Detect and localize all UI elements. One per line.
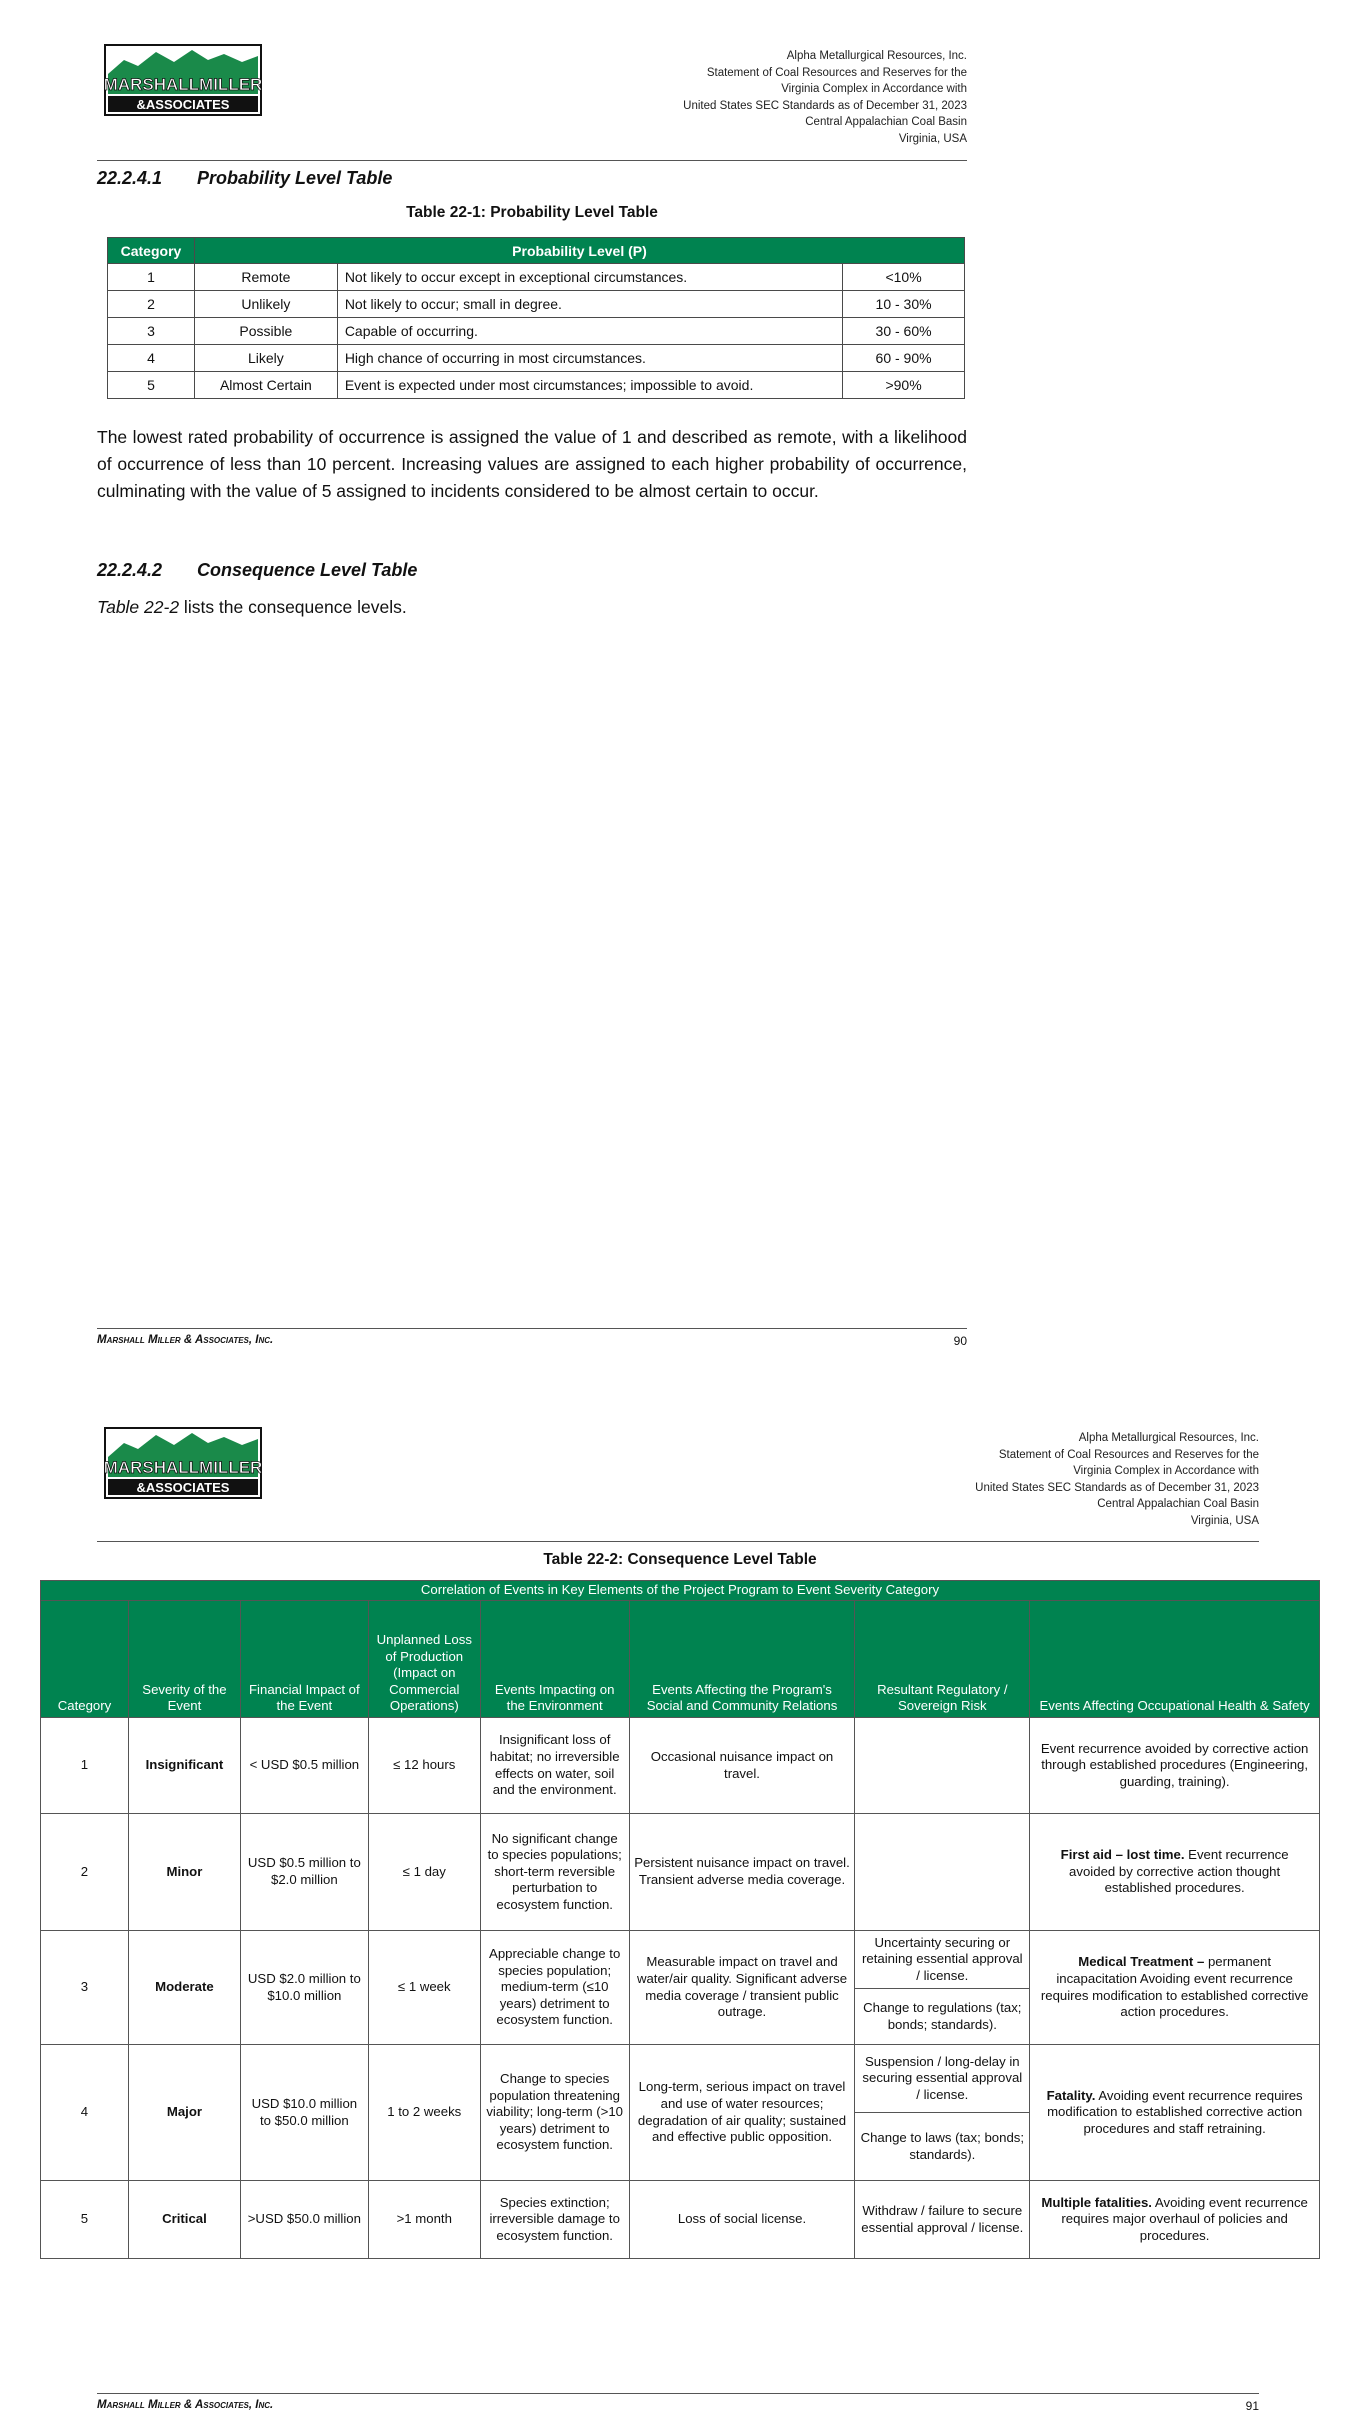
paragraph-consequence	[97, 594, 967, 621]
table-row	[108, 264, 965, 291]
cell-severity: Insignificant	[128, 1718, 240, 1814]
cell-financial: USD $0.5 million to $2.0 million	[240, 1814, 368, 1931]
cell-financial: < USD $0.5 million	[240, 1718, 368, 1814]
cell-social: Long-term, serious impact on travel and use of water resources; degradation of air quality; sustained and effective public opposition.	[629, 2045, 855, 2181]
cell-financial: USD $10.0 million to $50.0 million	[240, 2045, 368, 2181]
cell-financial: >USD $50.0 million	[240, 2181, 368, 2259]
cell-range: <10%	[843, 264, 965, 291]
header-line: Statement of Coal Resources and Reserves for the	[706, 66, 967, 79]
cell-social: Measurable impact on travel and water/air quality. Significant adverse media coverage / transient public outrage.	[629, 1931, 855, 2045]
header-line: Virginia Complex in Accordance with	[1073, 1465, 1259, 1477]
cell-regulatory: Withdraw / failure to secure essential approval / license.	[855, 2181, 1030, 2259]
cell-ohs	[1030, 1814, 1320, 1931]
cell-category: 1	[108, 264, 195, 291]
cell-category: 5	[41, 2181, 129, 2259]
cell-category: 4	[108, 345, 195, 372]
column-header-environment: Events Impacting on the Environment	[480, 1601, 629, 1718]
footer-rule	[97, 2393, 1259, 2394]
header-line: Statement of Coal Resources and Reserves for the	[998, 1448, 1259, 1461]
cell-unplanned: ≤ 1 week	[368, 1931, 480, 2045]
cell-severity: Critical	[128, 2181, 240, 2259]
footer-company: Marshall Miller & Associates, Inc.	[97, 2399, 274, 2411]
table-row	[41, 1931, 1320, 1989]
column-header-category: Category	[108, 238, 195, 264]
table-title: Table 22-2: Consequence Level Table	[543, 1551, 817, 1568]
ohs-emphasis: Medical Treatment –	[1078, 1954, 1205, 1970]
cell-social: Occasional nuisance impact on travel.	[629, 1718, 855, 1814]
svg-text:MARSHALLMILLER: MARSHALLMILLER	[104, 75, 262, 94]
header-company: Alpha Metallurgical Resources, Inc.	[1078, 1432, 1259, 1444]
cell-severity: Minor	[128, 1814, 240, 1931]
header-rule	[97, 1541, 1259, 1542]
cell-description: High chance of occurring in most circumstances.	[337, 345, 842, 372]
section-number: 22.2.4.1	[97, 168, 163, 188]
cell-severity: Moderate	[128, 1931, 240, 2045]
table-title: Table 22-1: Probability Level Table	[406, 204, 658, 221]
cell-category: 3	[41, 1931, 129, 2045]
ohs-text: Avoiding event recurrence requires major overhaul of policies and procedures.	[1061, 2194, 1308, 2243]
document-header	[683, 48, 967, 147]
column-header-ohs: Events Affecting Occupational Health & Safety	[1030, 1601, 1320, 1718]
svg-text:&ASSOCIATES: &ASSOCIATES	[136, 1480, 230, 1495]
cell-unplanned: >1 month	[368, 2181, 480, 2259]
cell-social: Persistent nuisance impact on travel. Transient adverse media coverage.	[629, 1814, 855, 1931]
table-reference: Table 22-2	[97, 597, 180, 617]
header-line: Virginia, USA	[1190, 1514, 1259, 1527]
section-heading-consequence	[97, 560, 417, 581]
cell-description: Capable of occurring.	[337, 318, 842, 345]
cell-environment: Species extinction; irreversible damage to ecosystem function.	[480, 2181, 629, 2259]
company-logo	[104, 1427, 262, 1499]
header-rule	[97, 160, 967, 161]
header-line: Central Appalachian Coal Basin	[1097, 1498, 1259, 1510]
cell-category: 3	[108, 318, 195, 345]
svg-text:MARSHALLMILLER: MARSHALLMILLER	[104, 1458, 262, 1477]
header-line: Virginia, USA	[898, 132, 967, 145]
cell-social: Loss of social license.	[629, 2181, 855, 2259]
consequence-level-table	[40, 1580, 1320, 2259]
cell-category: 4	[41, 2045, 129, 2181]
cell-regulatory	[855, 1718, 1030, 1814]
header-line: United States SEC Standards as of December 31, 2023	[975, 1481, 1259, 1494]
cell-category: 1	[41, 1718, 129, 1814]
company-logo	[104, 44, 262, 116]
cell-category: 2	[41, 1814, 129, 1931]
header-line: United States SEC Standards as of December 31, 2023	[683, 99, 967, 112]
cell-ohs	[1030, 2045, 1320, 2181]
paragraph-text: lists the consequence levels.	[179, 597, 407, 617]
cell-range: >90%	[843, 372, 965, 399]
cell-range: 60 - 90%	[843, 345, 965, 372]
table-row	[41, 2181, 1320, 2259]
paragraph-probability: The lowest rated probability of occurrence is assigned the value of 1 and described as remote, with a likelihood of occurrence of less than 10 percent. Increasing values are assigned to each higher probability of occurrence, culminating with the value of 5 assigned to incidents considered to be almost certain to occur.	[97, 427, 967, 501]
cell-regulatory: Change to laws (tax; bonds; standards).	[855, 2113, 1030, 2181]
table-row	[41, 1814, 1320, 1931]
cell-environment: Change to species population threatening viability; long-term (>10 years) detriment to ecosystem function.	[480, 2045, 629, 2181]
cell-description: Event is expected under most circumstances; impossible to avoid.	[337, 372, 842, 399]
cell-range: 30 - 60%	[843, 318, 965, 345]
cell-description: Not likely to occur except in exceptional circumstances.	[337, 264, 842, 291]
cell-level-name: Likely	[194, 345, 337, 372]
header-line: Virginia Complex in Accordance with	[781, 83, 967, 95]
table-banner: Correlation of Events in Key Elements of the Project Program to Event Severity Category	[41, 1581, 1320, 1601]
page-number: 90	[953, 1334, 967, 1348]
ohs-text: permanent incapacitation Avoiding event recurrence requires modification to established corrective action procedures.	[1040, 1954, 1309, 2020]
cell-level-name: Unlikely	[194, 291, 337, 318]
section-title: Consequence Level Table	[197, 560, 418, 580]
svg-text:&ASSOCIATES: &ASSOCIATES	[136, 97, 230, 112]
table-row	[108, 291, 965, 318]
cell-category: 5	[108, 372, 195, 399]
column-header-unplanned: Unplanned Loss of Production (Impact on Commercial Operations)	[368, 1601, 480, 1718]
column-header-probability: Probability Level (P)	[194, 238, 964, 264]
cell-regulatory: Change to regulations (tax; bonds; standards).	[855, 1989, 1030, 2045]
table-row	[108, 345, 965, 372]
cell-environment: Appreciable change to species population; medium-term (≤10 years) detriment to ecosystem function.	[480, 1931, 629, 2045]
header-company: Alpha Metallurgical Resources, Inc.	[786, 50, 967, 62]
cell-unplanned: 1 to 2 weeks	[368, 2045, 480, 2181]
ohs-text: Avoiding event recurrence requires modification to established corrective action procedures and staff retraining.	[1047, 2087, 1303, 2136]
footer-rule	[97, 1328, 967, 1329]
ohs-emphasis: Multiple fatalities.	[1041, 2194, 1152, 2210]
cell-severity: Major	[128, 2045, 240, 2181]
cell-unplanned: ≤ 12 hours	[368, 1718, 480, 1814]
page-number: 91	[1245, 2399, 1259, 2413]
document-page-91	[0, 1375, 1365, 2420]
cell-level-name: Almost Certain	[194, 372, 337, 399]
cell-ohs	[1030, 2181, 1320, 2259]
probability-level-table	[107, 237, 965, 399]
column-header-severity: Severity of the Event	[128, 1601, 240, 1718]
column-header-financial: Financial Impact of the Event	[240, 1601, 368, 1718]
table-row	[41, 2045, 1320, 2113]
cell-level-name: Remote	[194, 264, 337, 291]
column-header-regulatory: Resultant Regulatory / Sovereign Risk	[855, 1601, 1030, 1718]
cell-regulatory	[855, 1814, 1030, 1931]
document-header	[975, 1430, 1259, 1529]
cell-environment: Insignificant loss of habitat; no irreversible effects on water, soil and the environment.	[480, 1718, 629, 1814]
table-row	[108, 372, 965, 399]
table-row	[41, 1718, 1320, 1814]
cell-environment: No significant change to species populations; short-term reversible perturbation to ecosystem function.	[480, 1814, 629, 1931]
cell-range: 10 - 30%	[843, 291, 965, 318]
section-title: Probability Level Table	[197, 168, 393, 188]
cell-financial: USD $2.0 million to $10.0 million	[240, 1931, 368, 2045]
section-heading-probability	[97, 168, 392, 189]
column-header-social: Events Affecting the Program's Social and Community Relations	[629, 1601, 855, 1718]
ohs-text: Event recurrence avoided by corrective action through established procedures (Engineering, guarding, training).	[1040, 1740, 1309, 1789]
ohs-text: Event recurrence avoided by corrective action thought established procedures.	[1069, 1847, 1289, 1896]
table-row	[108, 318, 965, 345]
header-line: Central Appalachian Coal Basin	[805, 116, 967, 128]
cell-category: 2	[108, 291, 195, 318]
section-number: 22.2.4.2	[97, 560, 163, 580]
ohs-emphasis: First aid – lost time.	[1060, 1847, 1185, 1863]
cell-ohs	[1030, 1718, 1320, 1814]
footer-company: Marshall Miller & Associates, Inc.	[97, 1334, 274, 1346]
cell-regulatory: Suspension / long-delay in securing essential approval / license.	[855, 2045, 1030, 2113]
cell-regulatory: Uncertainty securing or retaining essential approval / license.	[855, 1931, 1030, 1989]
cell-description: Not likely to occur; small in degree.	[337, 291, 842, 318]
cell-level-name: Possible	[194, 318, 337, 345]
cell-ohs	[1030, 1931, 1320, 2045]
cell-unplanned: ≤ 1 day	[368, 1814, 480, 1931]
ohs-emphasis: Fatality.	[1046, 2087, 1096, 2103]
column-header-category: Category	[41, 1601, 129, 1718]
